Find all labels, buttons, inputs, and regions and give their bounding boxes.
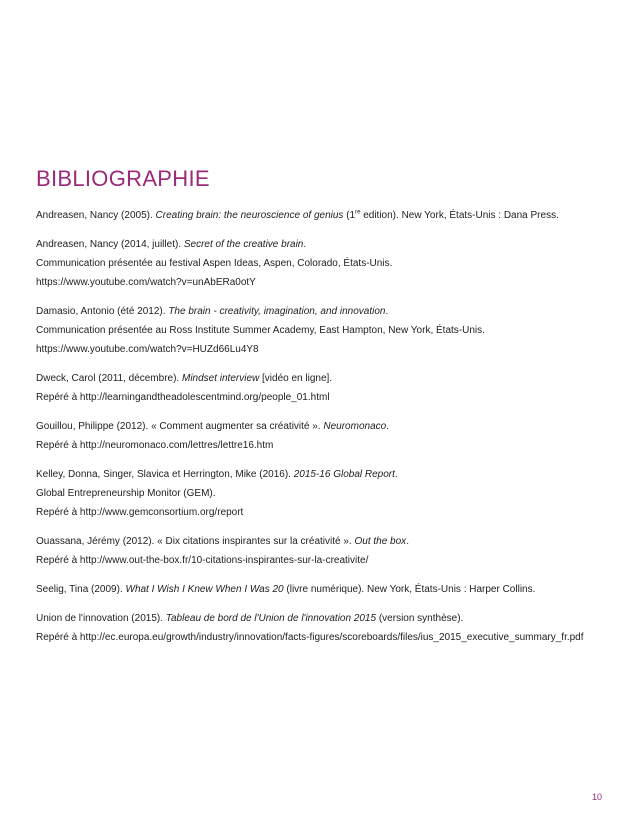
bibliography-entry (36, 580, 606, 599)
entry-text: Repéré à http://learningandtheadolescentmind.org/people_01.html (36, 392, 330, 403)
work-title: Mindset interview (181, 373, 260, 384)
work-title: Out the box (354, 536, 407, 547)
page-number: 10 (591, 792, 602, 802)
entry-text: . (394, 469, 398, 480)
entry-line (36, 369, 606, 388)
entry-line (36, 609, 606, 628)
work-title: 2015-16 Global Report (293, 469, 395, 480)
entry-text: . (385, 306, 389, 317)
entry-text: . (386, 421, 389, 432)
entry-text: Union de l'innovation (2015). (36, 613, 166, 624)
entry-text: Ouassana, Jérémy (2012). « Dix citations inspirantes sur la créativité ». (36, 536, 355, 547)
bibliography-entry (36, 235, 606, 292)
entry-text: (livre numérique). New York, États-Unis : Harper Collins. (283, 584, 536, 595)
ordinal-superscript: re (355, 209, 361, 216)
entry-line (36, 503, 606, 522)
entry-text: Repéré à http://ec.europa.eu/growth/industry/innovation/facts-figures/scoreboards/files/ius_2015_executive_summary_fr.pdf (36, 632, 584, 643)
entry-text: Andreasen, Nancy (2005). (36, 210, 156, 221)
entry-line (36, 436, 606, 455)
entry-text: Kelley, Donna, Singer, Slavica et Herrington, Mike (2016). (36, 469, 294, 480)
entry-text: Repéré à http://www.gemconsortium.org/report (36, 507, 244, 518)
entry-line (36, 302, 606, 321)
bibliography-entry (36, 206, 606, 225)
entry-text: Repéré à http://neuromonaco.com/lettres/lettre16.htm (36, 440, 274, 451)
entry-text: Communication présentée au Ross Institute Summer Academy, East Hampton, New York, États-Unis. (36, 325, 485, 336)
bibliography-entry (36, 369, 606, 407)
entry-line (36, 532, 606, 551)
bibliography-entry (36, 417, 606, 455)
entry-line (36, 321, 606, 340)
work-title: The brain - creativity, imagination, and innovation (168, 306, 386, 317)
entry-text: Seelig, Tina (2009). (36, 584, 126, 595)
entry-text: [vidéo en ligne]. (259, 373, 333, 384)
entry-text: edition). New York, États-Unis : Dana Press. (360, 210, 559, 221)
entry-line (36, 551, 606, 570)
bibliography-entry (36, 532, 606, 570)
entry-line (36, 465, 606, 484)
work-title: Tableau de bord de l'Union de l'innovation 2015 (165, 613, 377, 624)
entry-line (36, 484, 606, 503)
entry-text: https://www.youtube.com/watch?v=HUZd66Lu4Y8 (36, 344, 259, 355)
entry-text: (version synthèse). (376, 613, 464, 624)
bibliography-list (36, 206, 606, 647)
entry-text: https://www.youtube.com/watch?v=unAbERa0otY (36, 277, 256, 288)
bibliography-entry (36, 302, 606, 359)
entry-text: . (406, 536, 409, 547)
entry-line (36, 340, 606, 359)
entry-line (36, 417, 606, 436)
entry-line (36, 628, 606, 647)
entry-line (36, 254, 606, 273)
entry-text: (1 (343, 210, 356, 221)
entry-text: Communication présentée au festival Aspen Ideas, Aspen, Colorado, États-Unis. (36, 258, 393, 269)
entry-text: Global Entrepreneurship Monitor (GEM). (36, 488, 216, 499)
bibliography-entry (36, 465, 606, 522)
entry-line (36, 206, 606, 225)
entry-text: Gouillou, Philippe (2012). « Comment augmenter sa créativité ». (36, 421, 324, 432)
entry-text: Repéré à http://www.out-the-box.fr/10-citations-inspirantes-sur-la-creativite/ (36, 555, 369, 566)
work-title: Creating brain: the neuroscience of genius (155, 210, 344, 221)
page-title: BIBLIOGRAPHIE (36, 165, 210, 191)
entry-line (36, 235, 606, 254)
entry-text: Damasio, Antonio (été 2012). (36, 306, 169, 317)
work-title: What I Wish I Knew When I Was 20 (125, 584, 284, 595)
entry-text: Andreasen, Nancy (2014, juillet). (36, 239, 184, 250)
entry-line (36, 388, 606, 407)
entry-line (36, 273, 606, 292)
work-title: Secret of the creative brain (183, 239, 304, 250)
work-title: Neuromonaco (323, 421, 387, 432)
entry-text: . (303, 239, 307, 250)
bibliography-entry (36, 609, 606, 647)
entry-text: Dweck, Carol (2011, décembre). (36, 373, 182, 384)
entry-line (36, 580, 606, 599)
